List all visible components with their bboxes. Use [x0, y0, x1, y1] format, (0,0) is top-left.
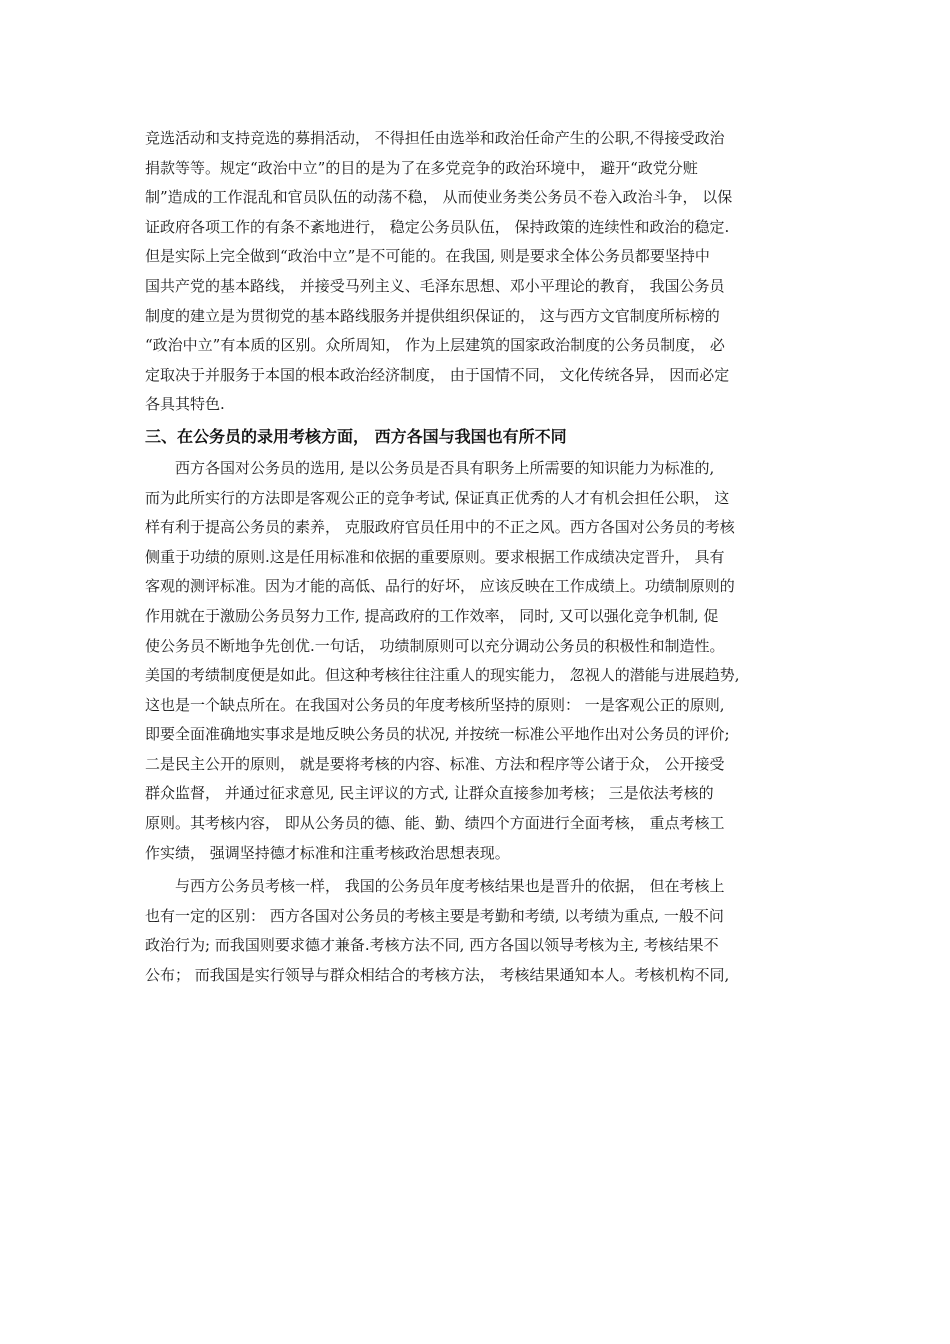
paragraph-recruitment-assessment — [145, 454, 815, 868]
text-line: 作实绩， 强调坚持德才标准和注重考核政治思想表现。 — [145, 843, 510, 862]
text-line: 而为此所实行的方法即是客观公正的竞争考试, 保证真正优秀的人才有机会担任公职， 这 — [145, 488, 730, 507]
text-line: 公布； 而我国是实行领导与群众相结合的考核方法， 考核结果通知本人。考核机构不同, — [145, 966, 730, 985]
text-line: 二是民主公开的原则， 就是要将考核的内容、标准、方法和程序等公诸于众， 公开接受 — [145, 754, 725, 773]
text-line: 各具其特色. — [145, 395, 225, 414]
section-heading: 三、在公务员的录用考核方面， 西方各国与我国也有所不同 — [145, 426, 567, 446]
text-line: 这也是一个缺点所在。在我国对公务员的年度考核所坚持的原则： 一是客观公正的原则, — [145, 695, 725, 714]
text-line: 原则。其考核内容， 即从公务员的德、能、勤、绩四个方面进行全面考核， 重点考核工 — [145, 814, 725, 833]
text-line: 也有一定的区别： 西方各国对公务员的考核主要是考勤和考绩, 以考绩为重点, 一般不问 — [145, 906, 724, 925]
text-line: 定取决于并服务于本国的根本政治经济制度， 由于国情不同， 文化传统各异， 因而必定 — [145, 365, 730, 384]
text-line: 美国的考绩制度便是如此。但这种考核往往注重人的现实能力， 忽视人的潜能与进展趋势, — [145, 666, 740, 685]
text-line: 作用就在于激励公务员努力工作, 提高政府的工作效率， 同时, 又可以强化竞争机制, 促 — [145, 606, 719, 625]
text-line: 群众监督， 并通过征求意见, 民主评议的方式, 让群众直接参加考核； 三是依法考核的 — [145, 784, 714, 803]
text-line: 与西方公务员考核一样， 我国的公务员年度考核结果也是晋升的依据， 但在考核上 — [175, 877, 725, 896]
text-line: 竞选活动和支持竞选的募捐活动， 不得担任由选举和政治任命产生的公职,不得接受政治 — [145, 129, 725, 147]
text-line: 样有利于提高公务员的素养， 克服政府官员任用中的不正之风。西方各国对公务员的考核 — [145, 518, 735, 537]
text-line: 制度的建立是为贯彻党的基本路线服务并提供组织保证的， 这与西方文官制度所标榜的 — [145, 306, 720, 325]
paragraph-assessment-differences — [145, 872, 815, 990]
paragraph-political-neutrality — [145, 124, 815, 420]
document-body — [145, 124, 815, 991]
text-line: 国共产党的基本路线， 并接受马列主义、毛泽东思想、邓小平理论的教育， 我国公务员 — [145, 276, 725, 295]
text-line: 证政府各项工作的有条不紊地进行， 稳定公务员队伍， 保持政策的连续性和政治的稳定. — [145, 217, 730, 236]
text-line: 即要全面准确地实事求是地反映公务员的状况, 并按统一标准公平地作出对公务员的评价; — [145, 725, 730, 744]
text-line: 侧重于功绩的原则.这是任用标准和依据的重要原则。要求根据工作成绩决定晋升， 具有 — [145, 547, 725, 566]
text-line: 客观的测评标准。因为才能的高低、品行的好坏， 应该反映在工作成绩上。功绩制原则的 — [145, 577, 735, 596]
text-line: 使公务员不断地争先创优.一句话， 功绩制原则可以充分调动公务员的积极性和制造性。 — [145, 636, 725, 655]
text-line: 政治行为; 而我国则要求德才兼备.考核方法不同, 西方各国以领导考核为主, 考核结果不 — [145, 936, 719, 955]
text-line: 但是实际上完全做到“政治中立”是不可能的。在我国, 则是要求全体公务员都要坚持中 — [145, 247, 710, 266]
text-line: 西方各国对公务员的选用, 是以公务员是否具有职务上所需要的知识能力为标准的, — [175, 458, 715, 477]
text-line: “政治中立”有本质的区别。众所周知， 作为上层建筑的国家政治制度的公务员制度， 必 — [145, 336, 725, 355]
text-line: 捐款等等。规定“政治中立”的目的是为了在多党竞争的政治环境中， 避开“政党分赃 — [145, 158, 698, 177]
text-line: 制”造成的工作混乱和官员队伍的动荡不稳， 从而使业务类公务员不卷入政治斗争， 以保 — [145, 188, 733, 207]
